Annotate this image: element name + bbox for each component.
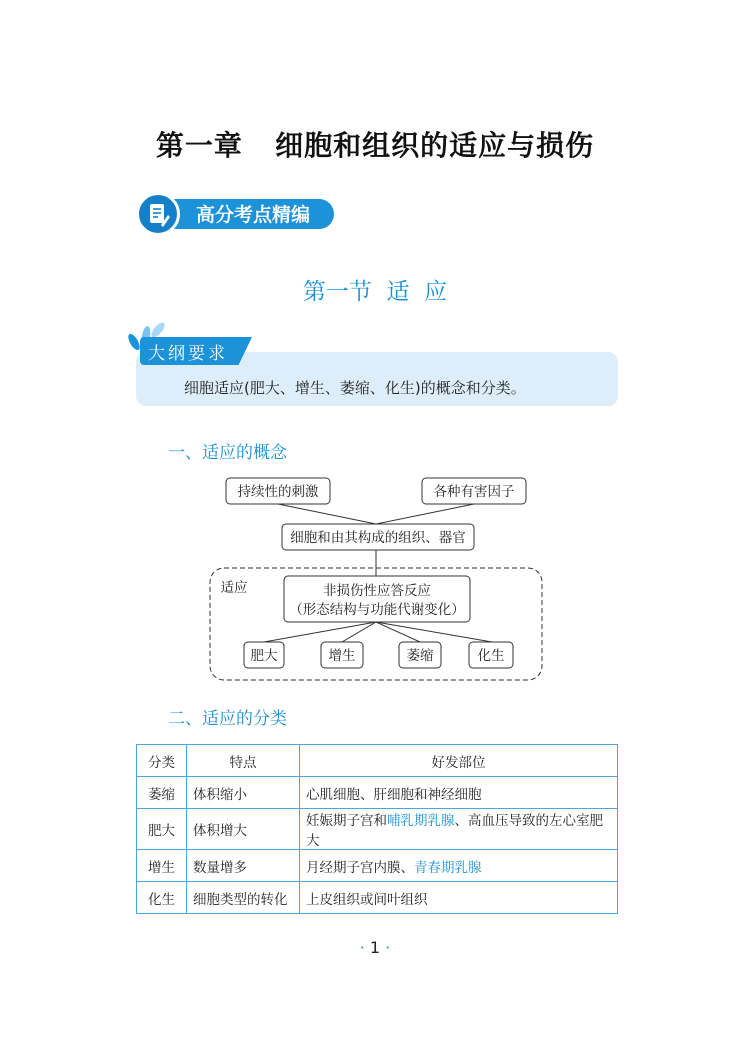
type-label: 化生	[477, 648, 505, 664]
table-row	[137, 850, 618, 882]
cell-feature: 体积增大	[187, 809, 300, 850]
header-site: 好发部位	[300, 745, 618, 777]
group-label: 适应	[220, 580, 248, 596]
cell-type: 增生	[137, 850, 187, 882]
section-title: 第一节 适 应	[302, 279, 448, 305]
adaptation-diagram	[206, 470, 546, 686]
chapter-title: 第一章 细胞和组织的适应与损伤	[155, 129, 595, 162]
cell-type: 肥大	[137, 809, 187, 850]
site-text: 、高血压导致的左心室肥大	[306, 813, 603, 849]
stimulus-right: 各种有害因子	[433, 484, 515, 500]
classification-table	[136, 744, 618, 914]
cell-type: 萎缩	[137, 777, 187, 809]
table-row	[137, 777, 618, 809]
type-label: 肥大	[250, 648, 278, 664]
banner-label: 高分考点精编	[196, 204, 311, 226]
page-number-value: 1	[369, 938, 381, 957]
site-highlight: 青春期乳腺	[414, 859, 482, 876]
site-text: 月经期子宫内膜、	[306, 859, 414, 876]
cell-site: 心肌细胞、肝细胞和神经细胞	[300, 777, 618, 809]
heading-concept: 一、适应的概念	[168, 443, 287, 463]
table-row	[137, 809, 618, 850]
cell-site	[300, 850, 618, 882]
cell-site	[300, 809, 618, 850]
target-text: 细胞和由其构成的组织、器官	[290, 530, 466, 546]
site-highlight: 哺乳期乳腺	[387, 813, 455, 829]
table-header-row	[137, 745, 618, 777]
response-line2: （形态结构与功能代谢变化）	[289, 602, 465, 618]
cell-type: 化生	[137, 882, 187, 914]
page-number: · 1 ·	[359, 938, 391, 957]
cell-feature: 细胞类型的转化	[187, 882, 300, 914]
site-text: 妊娠期子宫和	[306, 813, 387, 829]
header-type: 分类	[137, 745, 187, 777]
cell-site: 上皮组织或间叶组织	[300, 882, 618, 914]
response-line1: 非损伤性应答反应	[323, 583, 431, 599]
table-row	[137, 882, 618, 914]
outline-text: 细胞适应(肥大、增生、萎缩、化生)的概念和分类。	[184, 379, 526, 397]
cell-feature: 数量增多	[187, 850, 300, 882]
heading-classification: 二、适应的分类	[168, 709, 287, 729]
stimulus-left: 持续性的刺激	[237, 484, 319, 500]
notebook-icon	[136, 192, 180, 236]
type-label: 增生	[328, 648, 356, 664]
cell-feature: 体积缩小	[187, 777, 300, 809]
header-feature: 特点	[187, 745, 300, 777]
type-label: 萎缩	[406, 648, 434, 664]
outline-tag-label: 大纲要求	[148, 344, 228, 364]
section-banner	[136, 192, 340, 236]
